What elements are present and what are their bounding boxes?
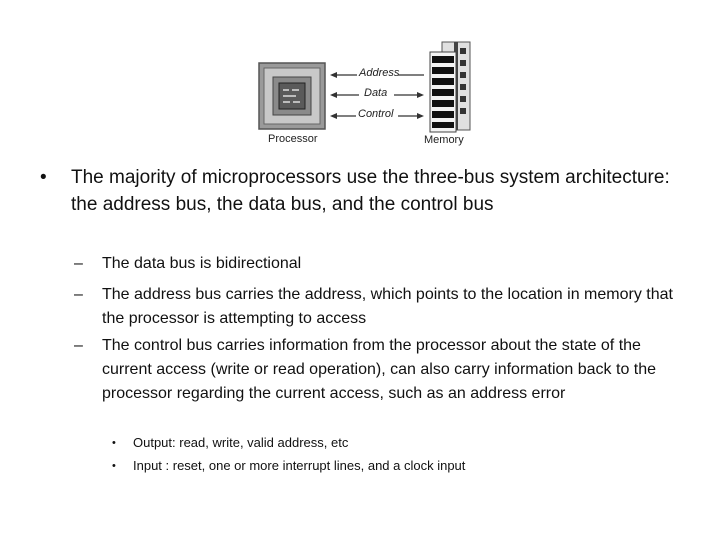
small-bullet-marker: •: [112, 460, 116, 472]
processor-chip-icon: [259, 63, 325, 129]
memory-module-icon: [430, 42, 470, 132]
bullet-marker: •: [40, 167, 47, 188]
main-bullet: [40, 164, 680, 248]
address-bus-label: Address: [359, 67, 400, 79]
data-bus-label: Data: [364, 87, 388, 99]
sub-bullet-text: The control bus carries information from the processor about the state of the current access (write or read operation), can also carry information back to the processor regarding the current access, such as an address error: [102, 337, 657, 402]
dash-marker: –: [74, 255, 83, 272]
subsub-bullet-text: Input : reset, one or more interrupt lines, and a clock input: [133, 458, 466, 473]
dash-marker: –: [74, 337, 83, 354]
sub-bullet-text: The data bus is bidirectional: [102, 255, 302, 272]
sub-bullet-text: The address bus carries the address, which points to the location in memory that the processor is attempting to access: [102, 286, 673, 327]
subsub-bullet-text: Output: read, write, valid address, etc: [133, 435, 349, 450]
small-bullet-marker: •: [112, 437, 116, 449]
processor-caption: Processor: [268, 133, 318, 145]
control-bus-label: Control: [358, 108, 394, 120]
main-bullet-text: The majority of microprocessors use the three-bus system architecture: the address bus, the data bus, and the control bus: [71, 167, 670, 215]
dash-marker: –: [74, 286, 83, 303]
memory-caption: Memory: [424, 134, 464, 146]
three-bus-diagram: [252, 38, 482, 153]
